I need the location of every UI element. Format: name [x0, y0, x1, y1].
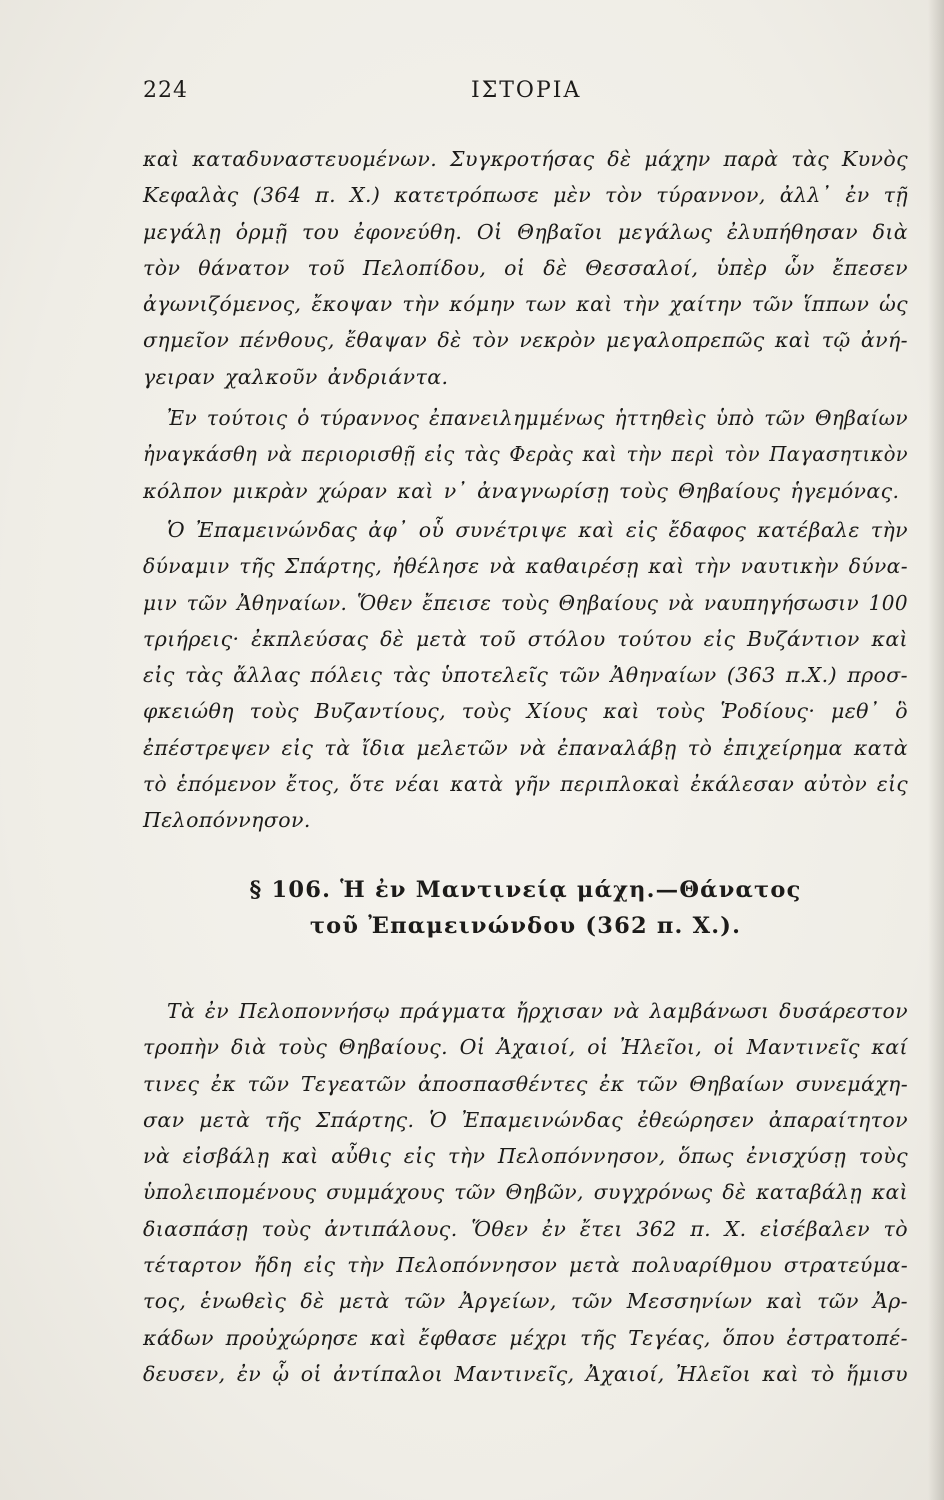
- text-line: Τὰ ἐν Πελοποννήσῳ πράγματα ἤρχισαν νὰ λαμβάνωσι δυσάρεστον: [167, 999, 908, 1023]
- text-line: διασπάσῃ τοὺς ἀντιπάλους. Ὅθεν ἐν ἔτει 362 π. Χ. εἰσέβαλεν τὸ: [143, 1216, 908, 1241]
- text-line: εἰς τὰς ἄλλας πόλεις τὰς ὑποτελεῖς τῶν Ἀθηναίων (363 π.Χ.) προσ-: [143, 663, 909, 688]
- text-line: σαν μετὰ τῆς Σπάρτης. Ὁ Ἐπαμεινώνδας ἐθεώρησεν ἀπαραίτητον: [143, 1107, 908, 1132]
- paragraph-epaminondas-navy: [143, 512, 908, 839]
- text-line: μεγάλῃ ὁρμῇ του ἐφονεύθη. Οἱ Θηβαῖοι μεγάλως ἐλυπήθησαν διὰ: [143, 219, 909, 244]
- text-line: Ἐν τούτοις ὁ τύραννος ἐπανειλημμένως ἡττηθεὶς ὑπὸ τῶν Θηβαίων: [167, 406, 909, 430]
- paragraph-tyrant-confined: [143, 400, 908, 509]
- text-line: μιν τῶν Ἀθηναίων. Ὅθεν ἔπεισε τοὺς Θηβαίους νὰ ναυπηγήσωσιν 100: [143, 590, 908, 615]
- text-line: τὸ ἑπόμενον ἔτος, ὅτε νέαι κατὰ γῆν περιπλοκαὶ ἐκάλεσαν αὐτὸν εἰς: [143, 772, 909, 797]
- text-line: γειραν χαλκοῦν ἀνδριάντα.: [143, 364, 449, 389]
- text-line: καὶ καταδυναστευομένων. Συγκροτήσας δὲ μάχην παρὰ τὰς Κυνὸς: [143, 147, 908, 171]
- text-line: ἀγωνιζόμενος, ἔκοψαν τὴν κόμην των καὶ τὴν χαίτην τῶν ἵππων ὡς: [143, 292, 909, 317]
- paragraph-pelopidas-death: [143, 141, 908, 395]
- section-heading-line: § 106. Ἡ ἐν Μαντινείᾳ μάχη.—Θάνατος: [249, 877, 802, 903]
- running-title: ΙΣΤΟΡΙΑ: [471, 78, 582, 103]
- text-line: τινες ἐκ τῶν Τεγεατῶν ἀποσπασθέντες ἐκ τῶν Θηβαίων συνεμάχη-: [143, 1071, 909, 1096]
- text-line: τριήρεις· ἐκπλεύσας δὲ μετὰ τοῦ στόλου τούτου εἰς Βυζάντιον καὶ: [143, 626, 908, 651]
- text-line: ὑπολειπομένους συμμάχους τῶν Θηβῶν, συγχρόνως δὲ καταβάλῃ καὶ: [143, 1180, 908, 1205]
- paragraph-mantinea: [143, 993, 908, 1392]
- text-line: τὸν θάνατον τοῦ Πελοπίδου, οἱ δὲ Θεσσαλοί, ὑπὲρ ὧν ἔπεσεν: [143, 255, 909, 280]
- text-line: σημεῖον πένθους, ἔθαψαν δὲ τὸν νεκρὸν μεγαλοπρεπῶς καὶ τῷ ἀνή-: [143, 328, 908, 353]
- text-line: νὰ εἰσβάλῃ καὶ αὖθις εἰς τὴν Πελοπόννησον, ὅπως ἐνισχύσῃ τοὺς: [143, 1144, 908, 1169]
- page-number: 224: [143, 78, 188, 103]
- text-line: Ὁ Ἐπαμεινώνδας ἀφ᾽ οὗ συνέτριψε καὶ εἰς ἔδαφος κατέβαλε τὴν: [167, 518, 908, 542]
- page-edge-shadow: [928, 0, 944, 1500]
- text-line: φκειώθη τοὺς Βυζαντίους, τοὺς Χίους καὶ τοὺς Ῥοδίους· μεθ᾽ ὃ: [143, 699, 908, 724]
- section-heading-line: τοῦ Ἐπαμεινώνδου (362 π. Χ.).: [309, 913, 742, 939]
- text-line: κόλπον μικρὰν χώραν καὶ ν᾽ ἀναγνωρίσῃ τοὺς Θηβαίους ἡγεμόνας.: [143, 478, 900, 503]
- text-line: Πελοπόννησον.: [143, 808, 311, 833]
- text-line: δύναμιν τῆς Σπάρτης, ἠθέλησε νὰ καθαιρέσῃ καὶ τὴν ναυτικὴν δύνα-: [143, 554, 908, 579]
- section-heading: [143, 872, 908, 944]
- page-header: [143, 78, 763, 112]
- text-line: Κεφαλὰς (364 π. Χ.) κατετρόπωσε μὲν τὸν τύραννον, ἀλλ᾽ ἐν τῇ: [143, 183, 909, 208]
- text-line: τροπὴν διὰ τοὺς Θηβαίους. Οἱ Ἀχαιοί, οἱ Ἠλεῖοι, οἱ Μαντινεῖς καί: [143, 1035, 908, 1060]
- text-line: ἠναγκάσθη νὰ περιορισθῇ εἰς τὰς Φερὰς καὶ τὴν περὶ τὸν Παγασητικὸν: [143, 442, 908, 467]
- text-line: ἐπέστρεψεν εἰς τὰ ἴδια μελετῶν νὰ ἐπαναλάβῃ τὸ ἐπιχείρημα κατὰ: [143, 735, 908, 760]
- text-line: τος, ἑνωθεὶς δὲ μετὰ τῶν Ἀργείων, τῶν Μεσσηνίων καὶ τῶν Ἀρ-: [143, 1289, 908, 1314]
- text-line: τέταρτον ἤδη εἰς τὴν Πελοπόννησον μετὰ πολυαρίθμου στρατεύμα-: [143, 1253, 909, 1278]
- text-line: κάδων προὐχώρησε καὶ ἔφθασε μέχρι τῆς Τεγέας, ὅπου ἐστρατοπέ-: [143, 1325, 908, 1350]
- text-line: δευσεν, ἐν ᾧ οἱ ἀντίπαλοι Μαντινεῖς, Ἀχαιοί, Ἠλεῖοι καὶ τὸ ἥμισυ: [143, 1361, 909, 1386]
